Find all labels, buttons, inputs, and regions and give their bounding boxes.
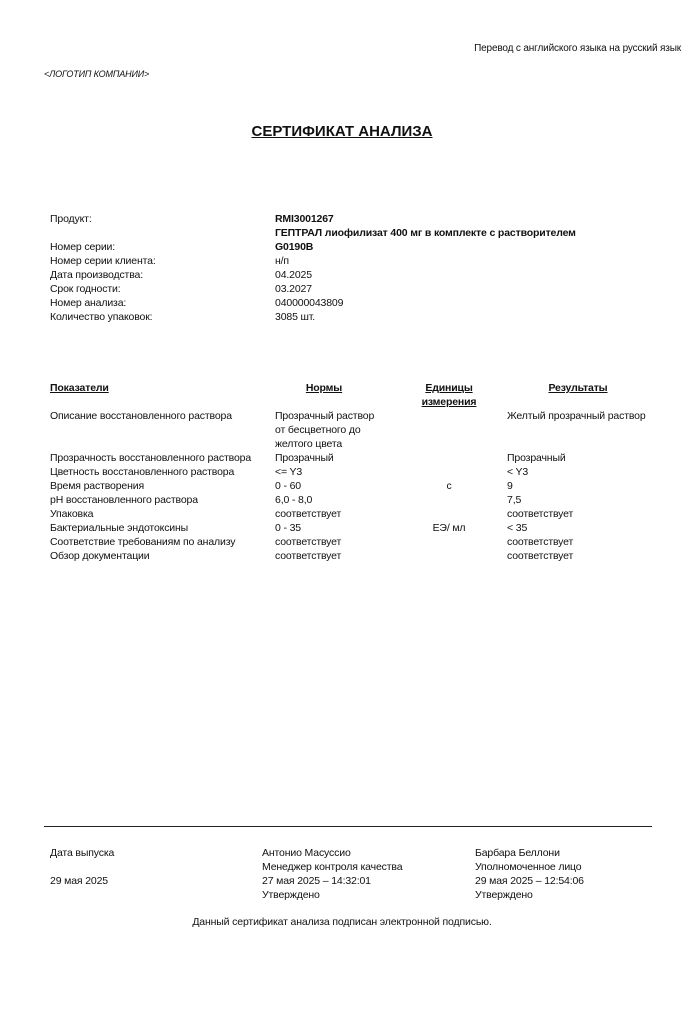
table-row-result: Желтый прозрачный раствор (507, 410, 646, 422)
batch-number-label: Номер серии: (50, 241, 116, 253)
header-norms: Нормы (305, 382, 343, 394)
package-count-label: Количество упаковок: (50, 311, 153, 323)
table-row-norm: 6,0 - 8,0 (275, 494, 313, 506)
table-row-norm: Прозрачный раствор (275, 410, 375, 422)
table-row-result: соответствует (507, 536, 574, 548)
table-row-norm: 0 - 60 (275, 480, 301, 492)
header-results: Результаты (548, 382, 608, 394)
table-row-parameter: Бактериальные эндотоксины (50, 522, 189, 534)
table-row-unit: с (446, 480, 452, 492)
expiry-date-value: 03.2027 (275, 283, 312, 295)
signature-status: Утверждено (475, 889, 533, 901)
product-name: ГЕПТРАЛ лиофилизат 400 мг в комплекте с растворителем (275, 227, 576, 239)
table-row-parameter: Упаковка (50, 508, 94, 520)
client-batch-label: Номер серии клиента: (50, 255, 156, 267)
table-row-result: < Y3 (507, 466, 529, 478)
table-row-norm: соответствует (275, 550, 342, 562)
table-row-parameter: Обзор документации (50, 550, 150, 562)
table-row-result: Прозрачный (507, 452, 566, 464)
table-row-result: соответствует (507, 508, 574, 520)
table-row-norm: <= Y3 (275, 466, 303, 478)
table-row-parameter: Цветность восстановленного раствора (50, 466, 235, 478)
table-row-parameter: Время растворения (50, 480, 145, 492)
table-row-parameter: Соответствие требованиям по анализу (50, 536, 236, 548)
document-title: СЕРТИФИКАТ АНАЛИЗА (251, 123, 433, 140)
table-row-norm: соответствует (275, 508, 342, 520)
client-batch-value: н/п (275, 255, 289, 267)
analysis-number-label: Номер анализа: (50, 297, 127, 309)
signer-name: Антонио Масуссио (262, 847, 351, 859)
batch-number-value: G0190B (275, 241, 314, 253)
issue-date-label: Дата выпуска (50, 847, 115, 859)
product-code: RMI3001267 (275, 213, 334, 225)
header-units-line1: Единицы (425, 382, 473, 394)
table-row-parameter: Описание восстановленного раствора (50, 410, 232, 422)
signature-datetime: 27 мая 2025 – 14:32:01 (262, 875, 371, 887)
footer-divider (44, 826, 652, 827)
production-date-label: Дата производства: (50, 269, 143, 281)
production-date-value: 04.2025 (275, 269, 312, 281)
table-row-norm: соответствует (275, 536, 342, 548)
table-row-unit: ЕЭ/ мл (432, 522, 466, 534)
company-logo-placeholder: <ЛОГОТИП КОМПАНИИ> (44, 69, 150, 79)
signature-datetime: 29 мая 2025 – 12:54:06 (475, 875, 584, 887)
analysis-number-value: 040000043809 (275, 297, 344, 309)
table-row-result: 9 (507, 480, 513, 492)
table-row-result: < 35 (507, 522, 528, 534)
table-row-norm: желтого цвета (275, 438, 343, 450)
expiry-date-label: Срок годности: (50, 283, 121, 295)
table-row-norm: 0 - 35 (275, 522, 301, 534)
signature-status: Утверждено (262, 889, 320, 901)
table-row-result: соответствует (507, 550, 574, 562)
table-row-result: 7,5 (507, 494, 522, 506)
table-row-parameter: Прозрачность восстановленного раствора (50, 452, 252, 464)
signer-role: Уполномоченное лицо (475, 861, 582, 873)
table-row-norm: от бесцветного до (275, 424, 361, 436)
translation-note: Перевод с английского языка на русский язык (474, 43, 681, 54)
package-count-value: 3085 шт. (275, 311, 316, 323)
signer-name: Барбара Беллони (475, 847, 560, 859)
signer-role: Менеджер контроля качества (262, 861, 403, 873)
electronic-signature-note: Данный сертификат анализа подписан электронной подписью. (192, 916, 492, 928)
issue-date-value: 29 мая 2025 (50, 875, 108, 887)
product-label: Продукт: (50, 213, 92, 225)
table-row-norm: Прозрачный (275, 452, 334, 464)
header-parameters: Показатели (50, 382, 109, 394)
header-units-line2: измерения (421, 396, 477, 408)
table-row-parameter: pH восстановленного раствора (50, 494, 198, 506)
